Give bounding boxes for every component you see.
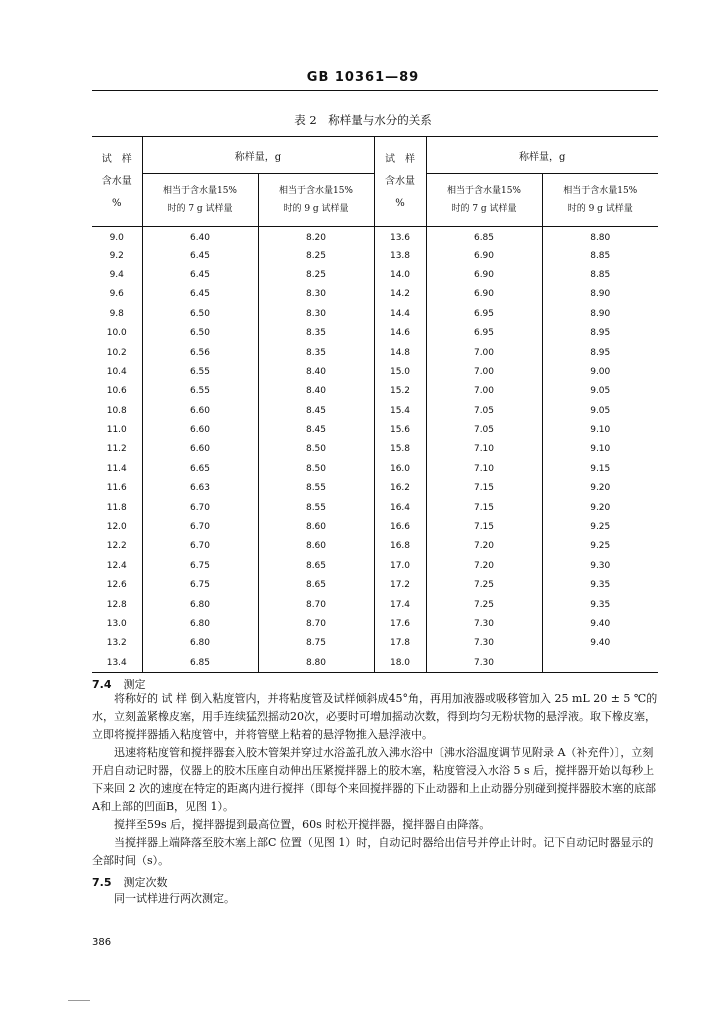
- section-7-5-heading: 7.5 测定次数: [92, 876, 168, 889]
- header-rule: [92, 90, 658, 91]
- table-cell: 6.60: [142, 420, 258, 439]
- table-cell: 9.15: [542, 459, 658, 478]
- table-row: [92, 498, 658, 517]
- table-cell: 10.4: [106, 366, 127, 377]
- table-cell: 6.80: [142, 634, 258, 653]
- table-cell: 8.40: [258, 362, 374, 381]
- table-cell: 8.25: [258, 265, 374, 284]
- table-cell: 11.2: [106, 444, 127, 455]
- table-row: [92, 343, 658, 362]
- paragraph: 将称好的 试 样 倒入粘度管内，并将粘度管及试样倾斜成45°角，再用加液器或吸移管加入 25 mL 20 ± 5 ℃的水，立刻盖紧橡皮塞，用手连续猛烈摇动20次，必要时可增加摇动次数，得到均匀无粉状物的悬浮液。取下橡皮塞，立即将搅拌器插入粘度管中，并将管壁上粘着的悬浮物推入悬浮液中。: [92, 692, 658, 741]
- table-cell: 9.10: [542, 420, 658, 439]
- table-cell: 6.80: [142, 595, 258, 614]
- table-cell: 7.00: [426, 362, 542, 381]
- table-cell: 15.6: [374, 420, 426, 439]
- table-cell: 14.8: [374, 343, 426, 362]
- table-cell: 6.90: [426, 285, 542, 304]
- header-sample-weight-left: 称样量，g: [142, 137, 374, 174]
- table-row: [92, 246, 658, 265]
- table-cell: 9.00: [542, 362, 658, 381]
- table-cell: 17.8: [374, 634, 426, 653]
- table-cell: 11.6: [106, 483, 127, 494]
- table-cell: 8.20: [258, 227, 374, 246]
- table-cell: 12.0: [106, 522, 127, 533]
- table-cell: 6.90: [426, 265, 542, 284]
- table-cell: 8.70: [258, 614, 374, 633]
- table-row: [92, 634, 658, 653]
- table-row: [92, 459, 658, 478]
- table-cell: 6.45: [142, 265, 258, 284]
- table-cell: [542, 653, 658, 672]
- table-cell: 8.35: [258, 343, 374, 362]
- table-cell: 16.2: [374, 479, 426, 498]
- table-cell: 8.80: [542, 227, 658, 246]
- table-cell: 11.4: [106, 463, 127, 474]
- table-row: [92, 227, 658, 246]
- table-cell: 14.2: [374, 285, 426, 304]
- table-cell: 6.95: [426, 323, 542, 342]
- table-row: [92, 265, 658, 284]
- table-cell: 6.45: [142, 285, 258, 304]
- table-cell: 8.55: [258, 479, 374, 498]
- table-cell: 7.30: [426, 653, 542, 672]
- table-row: [92, 440, 658, 459]
- table-cell: 7.10: [426, 459, 542, 478]
- table-cell: 6.56: [142, 343, 258, 362]
- table-cell: 8.60: [258, 517, 374, 536]
- table-cell: 17.2: [374, 576, 426, 595]
- table-row: [92, 420, 658, 439]
- table-row: [92, 653, 658, 672]
- table-cell: 6.63: [142, 479, 258, 498]
- table-cell: 16.0: [374, 459, 426, 478]
- table-row: [92, 517, 658, 536]
- table-cell: 9.05: [542, 401, 658, 420]
- table-cell: 6.70: [142, 537, 258, 556]
- table-row: [92, 556, 658, 575]
- table-cell: 7.05: [426, 420, 542, 439]
- table-cell: 13.2: [106, 638, 127, 649]
- table-row: [92, 382, 658, 401]
- paragraph: 迅速将粘度管和搅拌器套入胶木管架并穿过水浴盖孔放入沸水浴中〔沸水浴温度调节见附录 A（补充件）〕，立刻开启自动记时器，仪器上的胶木压座自动伸出压紧搅拌器上的胶木塞，粘度管浸入水浴 5 s 后，搅拌器开始以每秒上下来回 2 次的速度在特定的距离内进行搅拌（即每个来回搅拌器的下止动器和上止动器分别碰到搅拌器胶木塞的底部A和上部的凹面B，见图 1）。: [92, 746, 656, 813]
- table-row: [92, 304, 658, 323]
- table-cell: 8.70: [258, 595, 374, 614]
- table-cell: 7.25: [426, 595, 542, 614]
- table-cell: 17.4: [374, 595, 426, 614]
- table-cell: 15.4: [374, 401, 426, 420]
- table-row: [92, 614, 658, 633]
- header-7g-right: 相当于含水量15% 时的 7 g 试样量: [426, 174, 542, 227]
- table-cell: 6.90: [426, 246, 542, 265]
- header-9g-right: 相当于含水量15% 时的 9 g 试样量: [542, 174, 658, 227]
- page-number: 386: [92, 937, 112, 948]
- table-cell: 9.20: [542, 498, 658, 517]
- table-cell: 9.6: [109, 289, 124, 300]
- table-body: [92, 227, 658, 673]
- table-cell: 14.4: [374, 304, 426, 323]
- table-cell: 17.0: [374, 556, 426, 575]
- table-cell: 8.65: [258, 576, 374, 595]
- table-cell: 12.2: [106, 541, 127, 552]
- table-cell: 8.45: [258, 420, 374, 439]
- table-cell: 16.6: [374, 517, 426, 536]
- table-cell: 6.65: [142, 459, 258, 478]
- table-cell: 10.6: [106, 386, 127, 397]
- table-cell: 10.2: [106, 347, 127, 358]
- table-cell: 9.05: [542, 382, 658, 401]
- paragraph: 同一试样进行两次测定。: [114, 892, 235, 905]
- table-cell: 8.50: [258, 440, 374, 459]
- table-cell: 6.55: [142, 382, 258, 401]
- table-cell: 15.0: [374, 362, 426, 381]
- section-7-5-body: [92, 890, 658, 908]
- header-sample-moisture-right: 试 样 含水量 %: [374, 137, 426, 227]
- table-cell: 9.25: [542, 537, 658, 556]
- table-cell: 12.4: [106, 560, 127, 571]
- table-cell: 8.80: [258, 653, 374, 672]
- table-cell: 8.30: [258, 304, 374, 323]
- table-cell: 8.95: [542, 343, 658, 362]
- table-cell: 6.55: [142, 362, 258, 381]
- table-cell: 9.10: [542, 440, 658, 459]
- table-cell: 6.75: [142, 576, 258, 595]
- table-cell: 7.30: [426, 634, 542, 653]
- section-7-4-body: [92, 690, 658, 870]
- table-cell: 10.8: [106, 405, 127, 416]
- table-cell: 9.40: [542, 634, 658, 653]
- table-cell: 11.8: [106, 502, 127, 513]
- header-sample-moisture-left: 试 样 含水量 %: [101, 153, 132, 209]
- footer-mark: [68, 1000, 90, 1001]
- table-cell: 6.75: [142, 556, 258, 575]
- table-cell: 6.85: [142, 653, 258, 672]
- table-cell: 6.50: [142, 323, 258, 342]
- table-cell: 8.75: [258, 634, 374, 653]
- table-cell: 6.70: [142, 498, 258, 517]
- table-cell: 6.60: [142, 401, 258, 420]
- table-cell: 18.0: [374, 653, 426, 672]
- header-sample-weight-right: 称样量，g: [426, 137, 658, 174]
- table-row: [92, 362, 658, 381]
- table-cell: 16.8: [374, 537, 426, 556]
- table-cell: 6.40: [142, 227, 258, 246]
- table-cell: 8.30: [258, 285, 374, 304]
- table-cell: 8.55: [258, 498, 374, 517]
- table-cell: 7.25: [426, 576, 542, 595]
- table-row: [92, 576, 658, 595]
- table-row: [92, 479, 658, 498]
- table-cell: 9.35: [542, 576, 658, 595]
- header-9g-left: 相当于含水量15% 时的 9 g 试样量: [258, 174, 374, 227]
- table-cell: 9.0: [109, 233, 124, 244]
- table-cell: 7.20: [426, 556, 542, 575]
- table-cell: 13.6: [374, 227, 426, 246]
- table-cell: 16.4: [374, 498, 426, 517]
- table-cell: 9.8: [109, 308, 124, 319]
- table-cell: 7.15: [426, 517, 542, 536]
- table-cell: 7.00: [426, 382, 542, 401]
- table-cell: 9.2: [109, 250, 124, 261]
- table-cell: 14.6: [374, 323, 426, 342]
- table-cell: 8.90: [542, 304, 658, 323]
- table-cell: 7.15: [426, 498, 542, 517]
- moisture-sample-weight-table: [92, 136, 658, 673]
- table-cell: 15.2: [374, 382, 426, 401]
- header-7g-left: 相当于含水量15% 时的 7 g 试样量: [142, 174, 258, 227]
- table-cell: 9.30: [542, 556, 658, 575]
- table-cell: 8.65: [258, 556, 374, 575]
- table-cell: 6.85: [426, 227, 542, 246]
- table-row: [92, 323, 658, 342]
- section-7-4-heading: 7.4 测定: [92, 678, 146, 691]
- table-cell: 13.8: [374, 246, 426, 265]
- table-cell: 6.45: [142, 246, 258, 265]
- table-cell: 14.0: [374, 265, 426, 284]
- table-cell: 15.8: [374, 440, 426, 459]
- page-header-title: GB 10361—89: [306, 70, 420, 85]
- table-cell: 8.85: [542, 246, 658, 265]
- table-cell: 8.85: [542, 265, 658, 284]
- table-cell: 13.4: [106, 657, 127, 668]
- table-caption: 表 2 称样量与水分的关系: [294, 113, 432, 127]
- table-cell: 9.4: [109, 269, 124, 280]
- table-cell: 9.20: [542, 479, 658, 498]
- table-row: [92, 595, 658, 614]
- table-cell: 9.35: [542, 595, 658, 614]
- table-cell: 7.05: [426, 401, 542, 420]
- table-cell: 6.60: [142, 440, 258, 459]
- table-cell: 8.95: [542, 323, 658, 342]
- table-cell: 6.95: [426, 304, 542, 323]
- table-row: [92, 537, 658, 556]
- table-cell: 7.00: [426, 343, 542, 362]
- paragraph: 当搅拌器上端降落至胶木塞上部C 位置（见图 1）时，自动记时器给出信号并停止计时。记下自动记时器显示的全部时间（s）。: [92, 836, 654, 867]
- table-row: [92, 401, 658, 420]
- table-cell: 12.8: [106, 599, 127, 610]
- table-cell: 6.50: [142, 304, 258, 323]
- table-cell: 8.35: [258, 323, 374, 342]
- table-cell: 8.50: [258, 459, 374, 478]
- paragraph: 搅拌至59s 后，搅拌器提到最高位置，60s 时松开搅拌器，搅拌器自由降落。: [114, 818, 491, 831]
- table-cell: 6.70: [142, 517, 258, 536]
- table-cell: 9.25: [542, 517, 658, 536]
- table-cell: 6.80: [142, 614, 258, 633]
- table-cell: 8.90: [542, 285, 658, 304]
- table-cell: 7.30: [426, 614, 542, 633]
- table-cell: 17.6: [374, 614, 426, 633]
- table-cell: 11.0: [106, 425, 127, 436]
- table-cell: 8.60: [258, 537, 374, 556]
- table-cell: 12.6: [106, 580, 127, 591]
- table-cell: 10.0: [106, 328, 127, 339]
- table-row: [92, 285, 658, 304]
- table-cell: 7.10: [426, 440, 542, 459]
- table-cell: 7.20: [426, 537, 542, 556]
- table-cell: 8.40: [258, 382, 374, 401]
- table-cell: 13.0: [106, 619, 127, 629]
- table-cell: 7.15: [426, 479, 542, 498]
- table-cell: 8.45: [258, 401, 374, 420]
- table-cell: 9.40: [542, 614, 658, 633]
- table-cell: 8.25: [258, 246, 374, 265]
